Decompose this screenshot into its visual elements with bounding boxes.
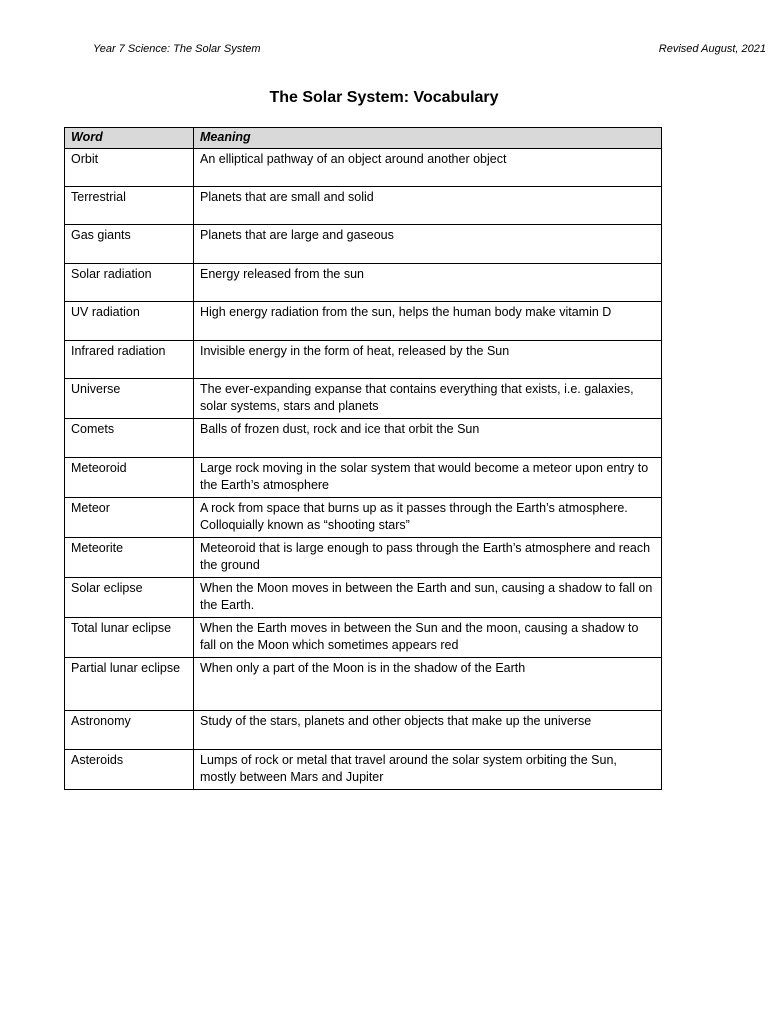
vocab-meaning: When the Earth moves in between the Sun and the moon, causing a shadow to fall on the Moon which sometimes appears red bbox=[194, 617, 662, 657]
vocab-meaning: A rock from space that burns up as it passes through the Earth’s atmosphere. Colloquially known as “shooting stars” bbox=[194, 497, 662, 537]
vocab-meaning: Large rock moving in the solar system that would become a meteor upon entry to the Earth’s atmosphere bbox=[194, 457, 662, 497]
table-row bbox=[65, 457, 662, 497]
vocab-meaning: High energy radiation from the sun, helps the human body make vitamin D bbox=[194, 301, 662, 340]
vocab-word: Universe bbox=[65, 378, 194, 418]
vocab-meaning: Study of the stars, planets and other objects that make up the universe bbox=[194, 710, 662, 749]
header-left-text: Year 7 Science: The Solar System bbox=[93, 43, 261, 55]
column-header-word: Word bbox=[65, 128, 194, 149]
table-row bbox=[65, 301, 662, 340]
vocab-meaning: Balls of frozen dust, rock and ice that orbit the Sun bbox=[194, 418, 662, 457]
table-header-row bbox=[65, 128, 662, 149]
vocab-meaning: Planets that are large and gaseous bbox=[194, 224, 662, 263]
table-row bbox=[65, 340, 662, 378]
table-row bbox=[65, 263, 662, 301]
vocab-word: Astronomy bbox=[65, 710, 194, 749]
table-row bbox=[65, 378, 662, 418]
page-title: The Solar System: Vocabulary bbox=[269, 89, 499, 106]
table-row bbox=[65, 418, 662, 457]
vocab-word: Terrestrial bbox=[65, 186, 194, 224]
vocab-word: Solar radiation bbox=[65, 263, 194, 301]
column-header-meaning: Meaning bbox=[194, 128, 662, 149]
vocab-word: Comets bbox=[65, 418, 194, 457]
vocab-meaning: Planets that are small and solid bbox=[194, 186, 662, 224]
table-row bbox=[65, 577, 662, 617]
vocab-word: Infrared radiation bbox=[65, 340, 194, 378]
table-row bbox=[65, 497, 662, 537]
vocab-meaning: An elliptical pathway of an object around another object bbox=[194, 148, 662, 186]
vocab-word: UV radiation bbox=[65, 301, 194, 340]
table-row bbox=[65, 186, 662, 224]
vocab-word: Gas giants bbox=[65, 224, 194, 263]
vocab-word: Partial lunar eclipse bbox=[65, 657, 194, 710]
vocab-word: Meteorite bbox=[65, 537, 194, 577]
vocab-meaning: Invisible energy in the form of heat, released by the Sun bbox=[194, 340, 662, 378]
vocab-word: Solar eclipse bbox=[65, 577, 194, 617]
vocab-meaning: Lumps of rock or metal that travel around the solar system orbiting the Sun, mostly between Mars and Jupiter bbox=[194, 749, 662, 789]
header-revision-date: Revised August, 2021 bbox=[658, 43, 766, 55]
table-row bbox=[65, 710, 662, 749]
vocab-word: Asteroids bbox=[65, 749, 194, 789]
vocab-meaning: When only a part of the Moon is in the shadow of the Earth bbox=[194, 657, 662, 710]
table-row bbox=[65, 657, 662, 710]
vocab-meaning: Meteoroid that is large enough to pass through the Earth’s atmosphere and reach the ground bbox=[194, 537, 662, 577]
vocab-meaning: When the Moon moves in between the Earth and sun, causing a shadow to fall on the Earth. bbox=[194, 577, 662, 617]
table-row bbox=[65, 537, 662, 577]
vocab-word: Orbit bbox=[65, 148, 194, 186]
table-row bbox=[65, 224, 662, 263]
vocabulary-table bbox=[64, 127, 662, 790]
table-row bbox=[65, 148, 662, 186]
vocab-meaning: Energy released from the sun bbox=[194, 263, 662, 301]
table-row bbox=[65, 749, 662, 789]
vocabulary-table-body bbox=[65, 148, 662, 789]
vocab-word: Meteor bbox=[65, 497, 194, 537]
vocab-word: Total lunar eclipse bbox=[65, 617, 194, 657]
vocab-word: Meteoroid bbox=[65, 457, 194, 497]
table-row bbox=[65, 617, 662, 657]
vocab-meaning: The ever-expanding expanse that contains everything that exists, i.e. galaxies, solar systems, stars and planets bbox=[194, 378, 662, 418]
